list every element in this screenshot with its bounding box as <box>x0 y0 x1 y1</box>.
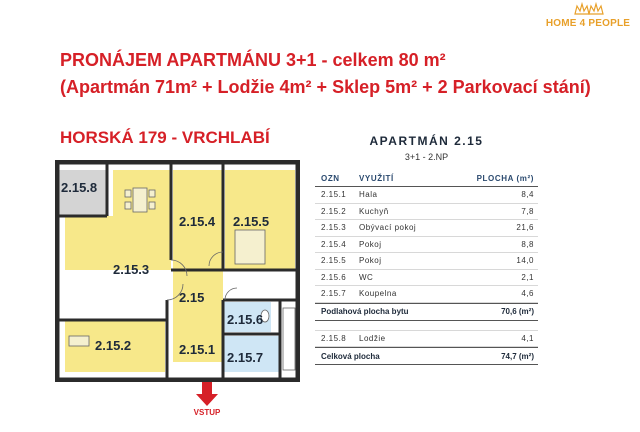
row-name: Lodžie <box>359 333 386 343</box>
table-row <box>315 220 538 237</box>
row-name: Kuchyň <box>359 206 389 216</box>
row-id: 2.15.8 <box>321 333 347 343</box>
loggia-row <box>315 330 538 348</box>
row-area: 7,8 <box>521 206 534 216</box>
row-name: Hala <box>359 190 378 200</box>
listing-subtitle: (Apartmán 71m² + Lodžie 4m² + Sklep 5m² + 2 Parkovací stání) <box>60 77 591 97</box>
table-header <box>315 170 538 187</box>
living-room-area-ext <box>65 216 113 270</box>
row-id: 2.15.7 <box>321 289 347 299</box>
row-name: Pokoj <box>359 256 382 266</box>
address: HORSKÁ 179 - VRCHLABÍ <box>60 128 270 147</box>
room-label-2158: 2.15.8 <box>61 180 98 195</box>
row-id: 2.15.5 <box>321 256 347 266</box>
row-name: WC <box>359 272 374 282</box>
row-area: 4,6 <box>521 289 534 299</box>
row-area: 8,4 <box>521 190 534 200</box>
table-row <box>315 204 538 221</box>
row-name: Koupelna <box>359 289 397 299</box>
floor-plan <box>55 160 300 382</box>
bathtub-icon <box>283 308 295 370</box>
col-header-use: VYUŽITÍ <box>359 173 394 183</box>
home4people-logo <box>540 2 636 34</box>
table-row <box>315 270 538 287</box>
logo-text: HOME 4 PEOPLE <box>545 18 631 29</box>
table-row <box>315 253 538 270</box>
row-area: 2,1 <box>521 272 534 282</box>
row-id: 2.15.1 <box>321 190 347 200</box>
row-id: 2.15.2 <box>321 206 347 216</box>
row-name: Pokoj <box>359 239 382 249</box>
room-label-2151: 2.15.1 <box>179 342 216 357</box>
total-area-label: Celková plocha <box>321 351 380 361</box>
room-label-2157: 2.15.7 <box>227 350 264 365</box>
table-row <box>315 187 538 204</box>
entry-label: VSTUP <box>193 408 221 417</box>
row-id: 2.15.4 <box>321 239 347 249</box>
col-header-ozn: OZN <box>321 173 340 183</box>
row-id: 2.15.3 <box>321 223 347 233</box>
floor-area-value: 70,6 (m²) <box>501 307 534 316</box>
row-area: 14,0 <box>516 256 534 266</box>
col-header-area: PLOCHA (m²) <box>476 173 534 183</box>
area-table <box>315 132 538 365</box>
table-row <box>315 237 538 254</box>
row-area: 4,1 <box>521 333 534 343</box>
room-2154-area <box>173 170 223 250</box>
total-area-value: 74,7 (m²) <box>501 351 534 361</box>
floor-area-row <box>315 303 538 321</box>
table-row <box>315 286 538 303</box>
row-name: Obývací pokoj <box>359 223 417 233</box>
room-label-215: 2.15 <box>179 290 205 305</box>
room-label-2155: 2.15.5 <box>233 214 270 229</box>
row-id: 2.15.6 <box>321 272 347 282</box>
floor-area-label: Podlahová plocha bytu <box>321 307 409 316</box>
row-area: 21,6 <box>516 223 534 233</box>
room-label-2152: 2.15.2 <box>95 338 132 353</box>
entry-arrow-icon <box>195 380 219 408</box>
row-area: 8,8 <box>521 239 534 249</box>
living-room-area <box>113 170 171 270</box>
room-label-2154: 2.15.4 <box>179 214 216 229</box>
listing-title: PRONÁJEM APARTMÁNU 3+1 - celkem 80 m² <box>60 50 446 70</box>
apartment-title: APARTMÁN 2.15 <box>369 134 484 148</box>
apartment-subtitle: 3+1 - 2.NP <box>404 152 449 162</box>
room-label-2156: 2.15.6 <box>227 312 264 327</box>
total-area-row <box>315 347 538 365</box>
room-label-2153: 2.15.3 <box>113 262 150 277</box>
crown-icon <box>574 2 604 16</box>
